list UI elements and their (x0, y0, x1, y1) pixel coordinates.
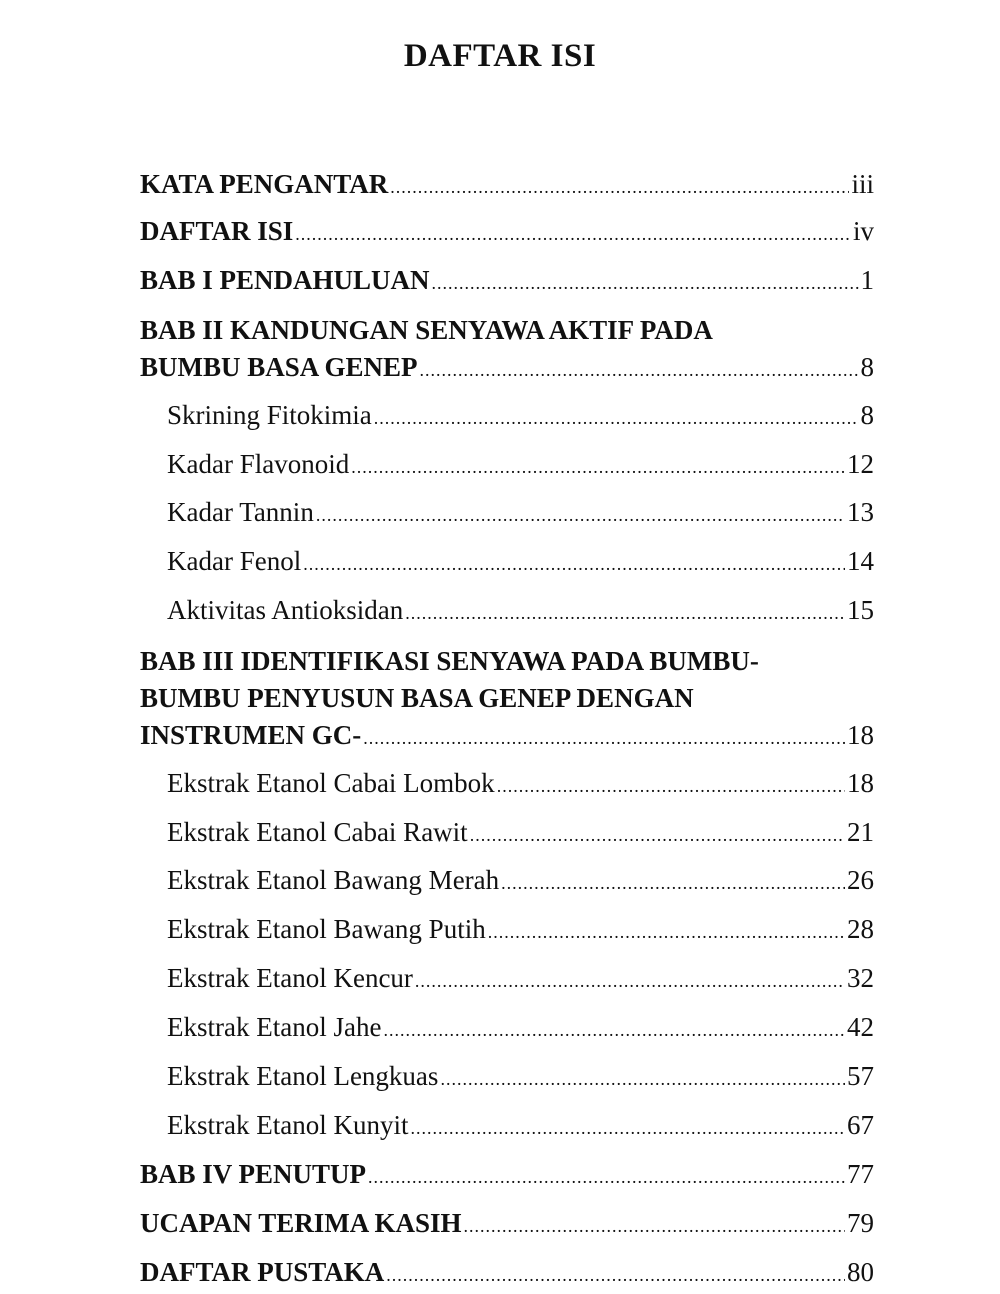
toc-entry-label: Aktivitas Antioksidan (167, 595, 404, 625)
toc-entry-daftar-isi[interactable] (140, 213, 874, 253)
dot-leader (303, 546, 845, 583)
toc-page-number: 28 (847, 914, 874, 944)
dot-leader (363, 720, 845, 757)
toc-entry-label: DAFTAR ISI (140, 216, 294, 246)
toc-entry-bab-2[interactable] (140, 312, 874, 389)
toc-entry-label-line: BAB III IDENTIFIKASI SENYAWA PADA BUMBU- (140, 646, 759, 676)
toc-entry-label: Kadar Tannin (167, 497, 314, 527)
toc-subentry-jahe[interactable] (167, 1009, 874, 1049)
toc-page-number: 1 (860, 265, 874, 295)
toc-entry-label: BAB I PENDAHULUAN (140, 265, 430, 295)
toc-entry-label: Ekstrak Etanol Bawang Putih (167, 914, 486, 944)
toc-entry-bab-1[interactable] (140, 262, 874, 302)
dot-leader (432, 265, 859, 302)
dot-leader (383, 1012, 845, 1049)
toc-page-number: 21 (847, 817, 874, 847)
dot-leader (488, 914, 845, 951)
toc-entry-label: INSTRUMEN GC- (140, 720, 362, 750)
toc-page-number: 67 (847, 1110, 874, 1140)
dot-leader (405, 595, 845, 632)
dot-leader (390, 169, 849, 206)
toc-entry-label-line: BUMBU PENYUSUN BASA GENEP DENGAN (140, 683, 694, 713)
toc-page-number: 8 (860, 352, 874, 382)
dot-leader (386, 1257, 845, 1294)
toc-entry-label: BAB IV PENUTUP (140, 1159, 367, 1189)
toc-page-number: 13 (847, 497, 874, 527)
toc-entry-daftar-pustaka[interactable] (140, 1254, 874, 1294)
dot-leader (501, 865, 845, 902)
dot-leader (470, 817, 845, 854)
toc-subentry-skrining-fitokimia[interactable] (167, 397, 874, 437)
toc-entry-label: DAFTAR PUSTAKA (140, 1257, 385, 1287)
toc-page-number: iii (851, 169, 874, 199)
toc-page-number: 15 (847, 595, 874, 625)
toc-entry-label: Kadar Fenol (167, 546, 302, 576)
toc-page-number: 32 (847, 963, 874, 993)
toc-entry-bab-4[interactable] (140, 1156, 874, 1196)
toc-subentry-aktivitas-antioksidan[interactable] (167, 592, 874, 632)
toc-page-number: iv (852, 216, 874, 246)
toc-subentry-bawang-merah[interactable] (167, 862, 874, 902)
toc-page-number: 18 (847, 768, 874, 798)
toc-subentry-bawang-putih[interactable] (167, 911, 874, 951)
dot-leader (497, 768, 845, 805)
toc-page-number: 80 (847, 1257, 874, 1287)
dot-leader (440, 1061, 845, 1098)
toc-entry-label: Ekstrak Etanol Jahe (167, 1012, 382, 1042)
toc-subentry-cabai-lombok[interactable] (167, 765, 874, 805)
dot-leader (374, 400, 859, 437)
toc-page-number: 14 (847, 546, 874, 576)
page-title: DAFTAR ISI (403, 38, 597, 74)
dot-leader (368, 1159, 845, 1196)
toc-page-number: 12 (847, 449, 874, 479)
toc-entry-label: KATA PENGANTAR (140, 169, 389, 199)
toc-page-number: 77 (847, 1159, 874, 1189)
toc-entry-label: Skrining Fitokimia (167, 400, 372, 430)
dot-leader (410, 1110, 845, 1147)
toc-entry-label-line: BAB II KANDUNGAN SENYAWA AKTIF PADA (140, 315, 713, 345)
toc-page-number: 26 (847, 865, 874, 895)
toc-page-number: 42 (847, 1012, 874, 1042)
toc-entry-label: Ekstrak Etanol Cabai Rawit (167, 817, 468, 847)
toc-entry-bab-3[interactable] (140, 643, 874, 757)
toc-entry-label: Ekstrak Etanol Kunyit (167, 1110, 409, 1140)
toc-subentry-kunyit[interactable] (167, 1107, 874, 1147)
toc-entry-label: Ekstrak Etanol Kencur (167, 963, 413, 993)
toc-subentry-lengkuas[interactable] (167, 1058, 874, 1098)
dot-leader (464, 1208, 845, 1245)
dot-leader (420, 352, 859, 389)
toc-subentry-kadar-tannin[interactable] (167, 494, 874, 534)
toc-page-number: 18 (847, 720, 874, 750)
toc-entry-label: BUMBU BASA GENEP (140, 352, 418, 382)
toc-entry-ucapan-terima-kasih[interactable] (140, 1205, 874, 1245)
dot-leader (415, 963, 845, 1000)
toc-subentry-cabai-rawit[interactable] (167, 814, 874, 854)
dot-leader (351, 449, 845, 486)
toc-page-number: 8 (860, 400, 874, 430)
dot-leader (295, 216, 851, 253)
toc-entry-label: Ekstrak Etanol Cabai Lombok (167, 768, 495, 798)
toc-page-number: 79 (847, 1208, 874, 1238)
toc-subentry-kadar-fenol[interactable] (167, 543, 874, 583)
toc-page-number: 57 (847, 1061, 874, 1091)
toc-entry-label: Ekstrak Etanol Lengkuas (167, 1061, 439, 1091)
toc-entry-kata-pengantar[interactable] (140, 166, 874, 206)
toc-entry-label: Kadar Flavonoid (167, 449, 350, 479)
dot-leader (316, 497, 845, 534)
toc-subentry-kadar-flavonoid[interactable] (167, 446, 874, 486)
toc-entry-label: Ekstrak Etanol Bawang Merah (167, 865, 500, 895)
toc-subentry-kencur[interactable] (167, 960, 874, 1000)
toc-entry-label: UCAPAN TERIMA KASIH (140, 1208, 462, 1238)
